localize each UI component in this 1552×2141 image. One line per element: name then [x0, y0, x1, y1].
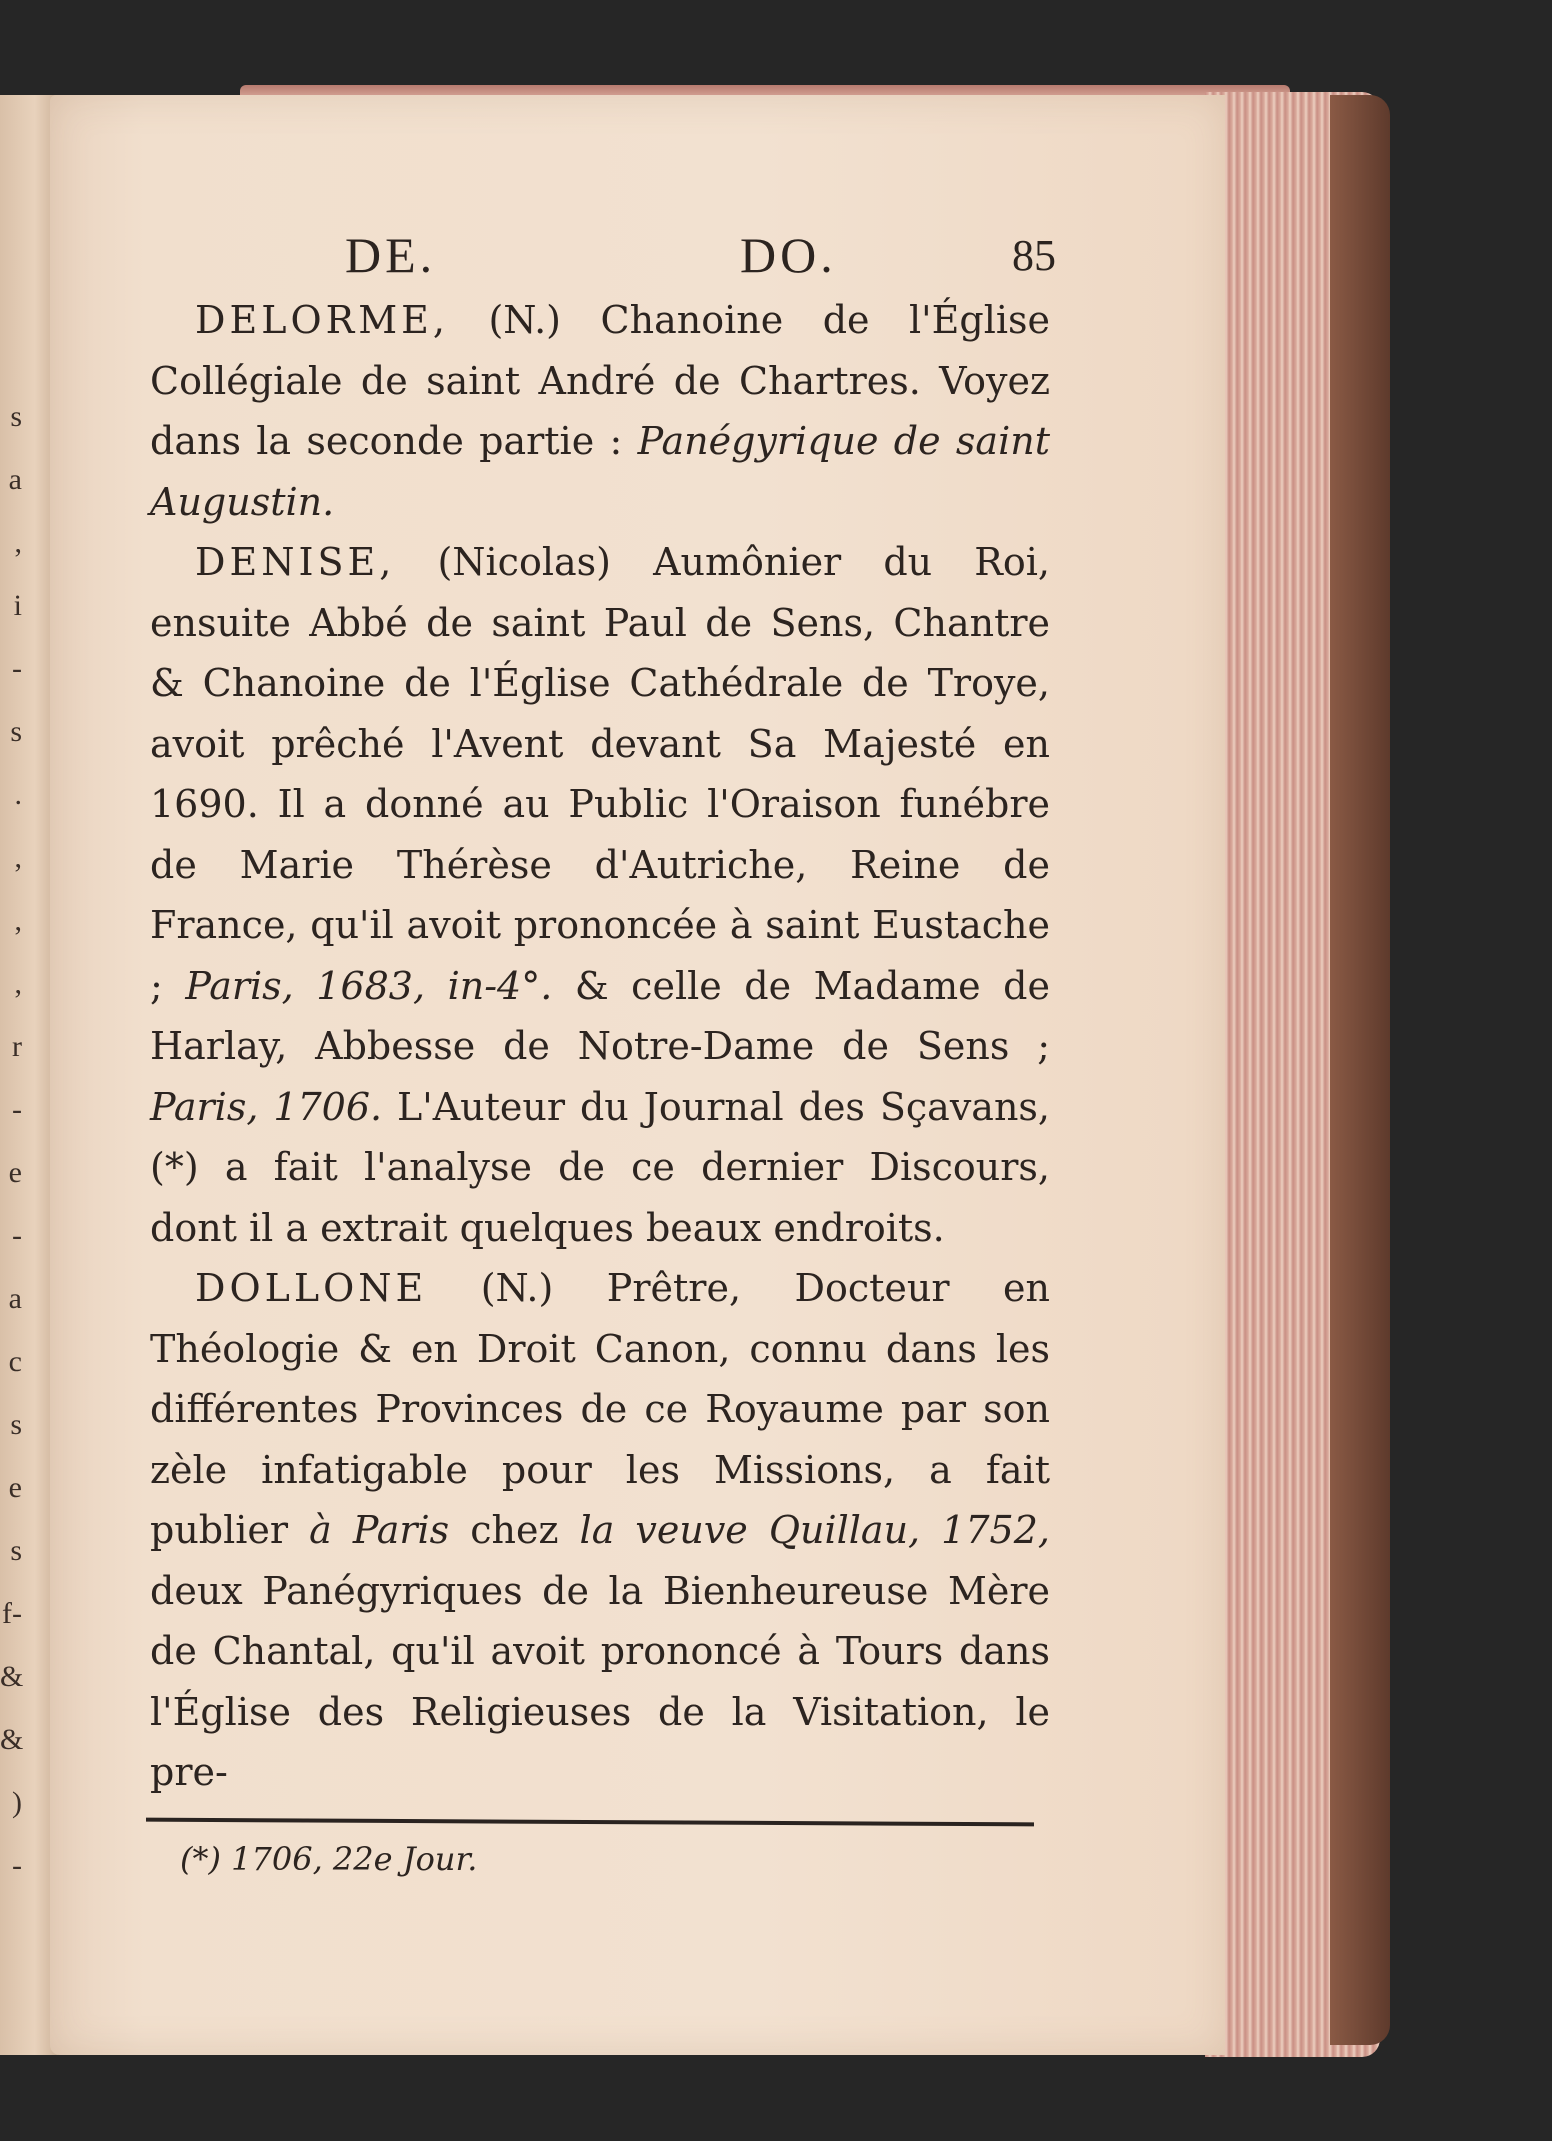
entry-italic: la veuve Quillau, 1752, — [579, 1508, 1050, 1552]
left-margin-mark: - — [12, 1219, 22, 1252]
entry-text: L'Auteur du Journal des Sçavans, (*) a fait l'analyse de ce dernier Discours, dont il a extrait quelques beaux endroits. — [150, 1084, 1050, 1250]
left-margin-mark: , — [14, 841, 22, 874]
entry-delorme — [150, 290, 1050, 532]
left-margin-mark: e — [8, 1471, 22, 1504]
left-margin-mark: e — [8, 1156, 22, 1189]
footnote: (*) 1706, 22e Jour. — [180, 1840, 478, 1878]
entry-text: Aumônier du Roi, ensuite Abbé de saint Paul de Sens, Chantre & Chanoine de l'Église Cathédrale de Troye, avoit prêché l'Avent devant Sa Majesté en 1690. Il a donné au Public l'Oraison funébre de Marie Thérèse d'Autriche, Reine de France, qu'il avoit prononcée à saint Eustache ; — [150, 540, 1050, 1008]
running-header — [150, 220, 1056, 290]
left-margin-mark: s — [10, 1408, 22, 1441]
left-margin-marks — [0, 385, 22, 1897]
left-margin-mark: s — [10, 715, 22, 748]
left-margin-mark: , — [14, 526, 22, 559]
entry-qualifier: (N.) — [480, 1266, 554, 1310]
header-left: DE. — [345, 227, 437, 283]
left-margin-mark: & — [0, 1723, 24, 1756]
page-text — [150, 220, 1056, 1803]
entry-text: deux Panégyriques de la Bienheureuse Mère de Chantal, qu'il avoit prononcé à Tours dans l'Église des Religieuses de la Visitation, le pre- — [150, 1568, 1050, 1794]
page-number: 85 — [1012, 231, 1056, 280]
entry-text: chez — [470, 1508, 559, 1552]
left-margin-mark: , — [14, 904, 22, 937]
entry-qualifier: (Nicolas) — [437, 540, 611, 584]
entry-text: & celle de Madame de Harlay, Abbesse de Notre-Dame de Sens ; — [150, 963, 1050, 1068]
left-margin-mark: - — [12, 1849, 22, 1882]
left-margin-mark: i — [13, 589, 22, 622]
entry-dollone — [150, 1258, 1050, 1803]
left-margin-mark: . — [14, 778, 22, 811]
left-margin-mark: & — [0, 1660, 24, 1693]
entry-name: DENISE, — [195, 540, 396, 584]
left-margin-mark: c — [8, 1345, 22, 1378]
left-margin-mark: r — [12, 1030, 22, 1063]
left-margin-mark: ) — [12, 1786, 22, 1819]
entry-qualifier: (N.) — [488, 298, 562, 342]
entry-denise — [150, 532, 1050, 1258]
left-margin-mark: - — [12, 1093, 22, 1126]
entry-italic: Paris, 1706. — [150, 1084, 383, 1129]
header-center: DO. — [740, 227, 837, 283]
entry-italic: Panégyrique de saint Augustin. — [150, 419, 1050, 524]
left-margin-mark: s — [10, 400, 22, 433]
entry-italic: à Paris — [309, 1508, 450, 1552]
left-margin-mark: - — [12, 652, 22, 685]
entry-name: DOLLONE — [195, 1266, 428, 1310]
left-margin-mark: a — [8, 463, 22, 496]
entry-italic: Paris, 1683, in-4°. — [185, 963, 553, 1008]
left-margin-mark: , — [14, 967, 22, 1000]
entry-text: Prêtre, Docteur en Théologie & en Droit Canon, connu dans les différentes Provinces de ce Royaume par son zèle infatigable pour les Missions, a fait publier — [150, 1266, 1050, 1552]
book-cover-edge — [1330, 95, 1390, 2045]
entry-text: Chanoine de l'Église Collégiale de saint André de Chartres. Voyez dans la seconde partie : — [150, 298, 1050, 463]
entry-name: DELORME, — [195, 298, 449, 342]
left-margin-mark: s — [10, 1534, 22, 1567]
left-margin-mark: f- — [2, 1597, 22, 1630]
left-margin-mark: a — [8, 1282, 22, 1315]
